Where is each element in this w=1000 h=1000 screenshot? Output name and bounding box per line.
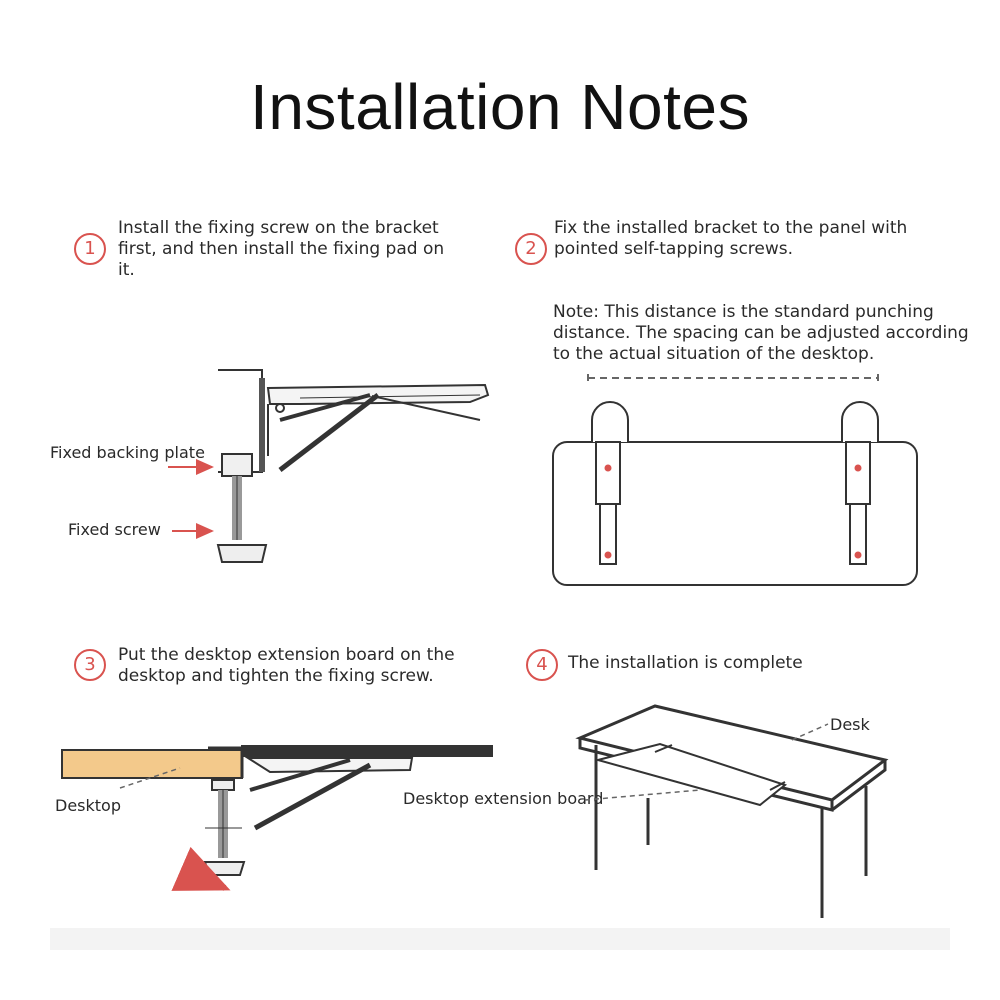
label-desk: Desk bbox=[830, 715, 870, 734]
step-4-number: 4 bbox=[526, 649, 558, 681]
label-desktop-extension-board: Desktop extension board bbox=[403, 789, 604, 808]
step-4-text: The installation is complete bbox=[568, 653, 803, 673]
step-1-text: Install the fixing screw on the bracket first, and then install the fixing pad on it. bbox=[118, 218, 445, 280]
step-2-number: 2 bbox=[515, 233, 547, 265]
punching-distance-note: Note: This distance is the standard punching distance. The spacing can be adjusted according to the actual situation of the desktop. bbox=[553, 302, 969, 364]
page-title: Installation Notes bbox=[250, 71, 750, 143]
footer-band bbox=[50, 928, 950, 950]
step-2-text: Fix the installed bracket to the panel with pointed self-tapping screws. bbox=[554, 218, 908, 259]
step-3-number: 3 bbox=[74, 649, 106, 681]
label-fixed-backing-plate: Fixed backing plate bbox=[50, 443, 205, 462]
bracket-assembly-diagram bbox=[218, 370, 488, 562]
label-desktop: Desktop bbox=[55, 796, 121, 815]
step-1-number: 1 bbox=[74, 233, 106, 265]
tighten-arrow bbox=[178, 882, 225, 889]
label-fixed-screw: Fixed screw bbox=[68, 520, 161, 539]
step-3-text: Put the desktop extension board on the desktop and tighten the fixing screw. bbox=[118, 645, 455, 686]
desk-diagram bbox=[580, 706, 885, 918]
desktop-attachment-diagram bbox=[62, 746, 492, 875]
